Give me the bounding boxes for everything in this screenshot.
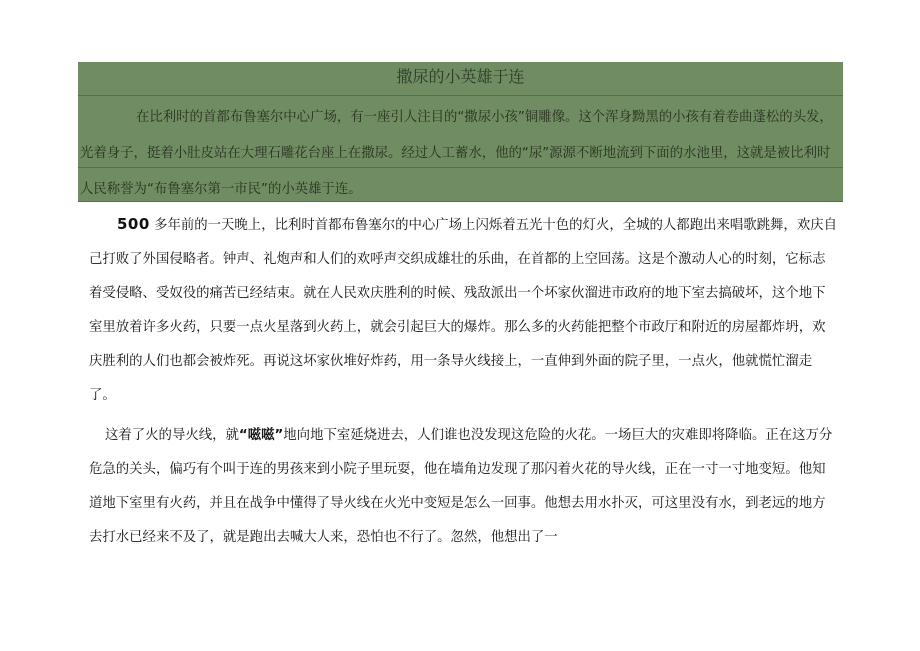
story-paragraph-1 [89, 207, 837, 413]
paragraph-2-text-rest: 地向地下室延烧进去，人们谁也没发现这危险的火花。一场巨大的灾难即将降临。正在这万分危急的关头，偏巧有个叫于连的男孩来到小院子里玩耍，他在墙角边发现了那闪着火花的导火线，正在一寸一寸地变短。他知道地下室里有火药，并且在战争中懂得了导火线在火光中变短是怎么一回事。他想去用水扑灭，可这里没有水，到老远的地方去打水已经来不及了，就是跑出去喊大人来，恐怕也不行了。忽然，他想出了一 [89, 428, 833, 545]
sound-quote: “嗞嗞” [238, 428, 284, 443]
title-banner [78, 62, 843, 202]
article-title: 撒尿的小英雄于连 [396, 67, 525, 86]
paragraph-2-text-start: 这着了火的导火线，就 [105, 428, 239, 443]
intro-paragraph: 在比利时的首都布鲁塞尔中心广场，有一座引人注目的“撒尿小孩”铜雕像。这个浑身黝黑的小孩有着卷曲蓬松的头发，光着身子，挺着小肚皮站在大理石雕花台座上在撒尿。经过人工蓄水，他的“尿”源源不断地流到下面的水池里，这就是被比利时人民称誉为“布鲁塞尔第一市民”的小英雄于连。 [80, 110, 833, 197]
paragraph-1-text: 多年前的一天晚上，比利时首都布鲁塞尔的中心广场上闪烁着五光十色的灯火，全城的人都跑出来唱歌跳舞，欢庆自己打败了外国侵略者。钟声、礼炮声和人们的欢呼声交织成雄壮的乐曲，在首都的上空回荡。这是个激动人心的时刻，它标志着受侵略、受奴役的痛苦已经结束。就在人民欢庆胜利的时候、残敌派出一个坏家伙溜进市政府的地下室去搞破坏，这个地下室里放着许多火药，只要一点火星落到火药上，就会引起巨大的爆炸。那么多的火药能把整个市政厅和附近的房屋都炸坍，欢庆胜利的人们也都会被炸死。再说这坏家伙堆好炸药，用一条导火线接上，一直伸到外面的院子里，一点火，他就慌忙溜走了。 [89, 218, 837, 403]
story-paragraph-2 [89, 419, 837, 555]
banner-rule [78, 95, 843, 96]
year-count: 500 [117, 215, 150, 233]
